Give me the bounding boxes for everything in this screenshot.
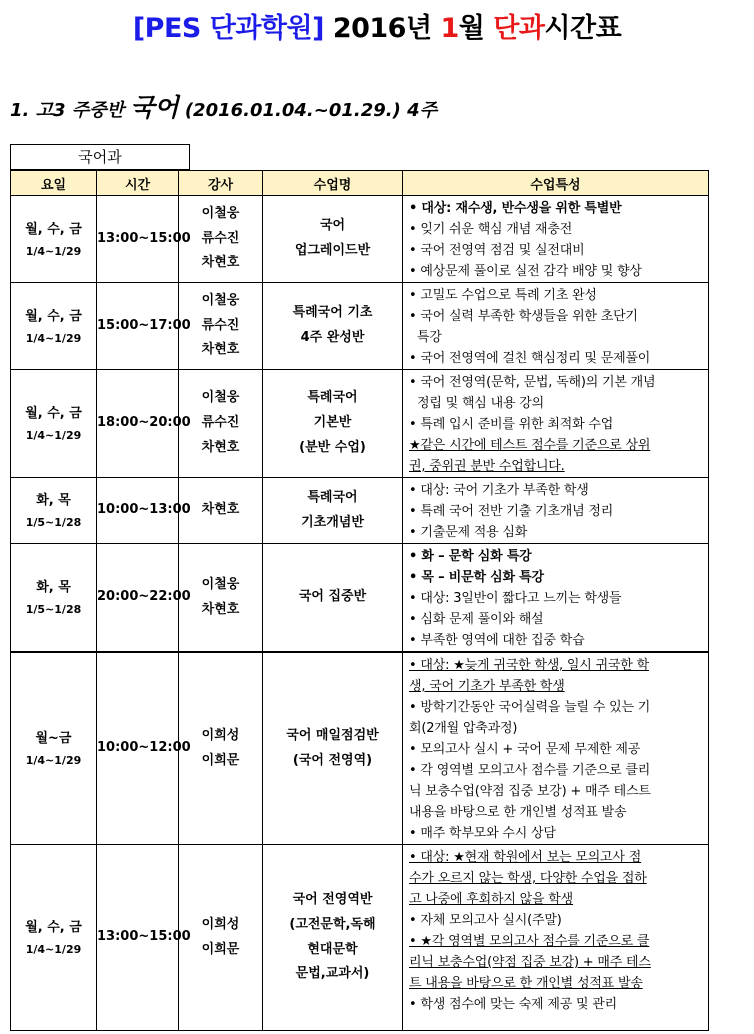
title-year: 2016년 [323,13,441,44]
title-month-label: 월 [458,13,494,44]
feature-line: • 부족한 영역에 대한 집중 학습 [409,633,585,648]
feature-line: • 각 영역별 모의고사 점수를 기준으로 클리 [409,763,651,778]
course-line: 현대문학 [307,941,358,957]
features-cell [403,370,709,478]
features-cell [403,544,709,652]
feature-line: • 모의고사 실시 + 국어 문제 무제한 제공 [409,742,641,757]
subtitle-period: (2016.01.04.~01.29.) 4주 [178,100,438,121]
course-cell [263,653,403,845]
feature-line: • 잊기 쉬운 핵심 개념 재충전 [409,222,573,237]
day-cell [11,196,97,283]
day-cell [11,845,97,1031]
header-teacher: 강사 [179,171,263,196]
feature-line: 리닉 보충수업(약점 집중 보강) + 매주 테스 [409,955,651,970]
date-range: 1/4~1/29 [25,943,82,957]
teacher-name: 차현호 [201,255,240,271]
header-time: 시간 [97,171,179,196]
course-line: 기본반 [313,415,352,431]
header-features: 수업특성 [403,171,709,196]
teacher-name: 이철웅 [201,292,240,308]
course-cell [263,544,403,652]
feature-line: • 대상: 3일반이 짧다고 느끼는 학생들 [409,591,622,606]
course-line: 국어 [319,218,346,234]
table-row [11,196,709,283]
day-text: 월, 수, 금 [25,221,82,237]
table-row [11,544,709,652]
table-header-row [11,171,709,196]
teacher-cell [179,196,263,283]
feature-line: • 매주 학부모와 수시 상담 [409,826,556,841]
features-cell [403,653,709,845]
feature-line: • 국어 전영역(문학, 문법, 독해)의 기본 개념 [409,375,656,390]
feature-line: 수가 오르지 않는 학생, 다양한 수업을 접하 [409,871,647,886]
feature-line: • 특례 입시 준비를 위한 최적화 수업 [409,417,614,432]
table-row [11,370,709,478]
teacher-name: 류수진 [201,317,240,333]
date-range: 1/4~1/29 [25,429,82,443]
date-range: 1/4~1/29 [25,331,82,345]
day-cell [11,370,97,478]
feature-line: • 대상: ★늦게 귀국한 학생, 일시 귀국한 학 [409,658,649,673]
day-cell [11,653,97,845]
teacher-name: 차현호 [201,601,240,617]
feature-line: • 기출문제 적용 심화 [409,525,528,540]
course-cell [263,478,403,544]
teacher-name: 차현호 [201,342,240,358]
title-course-type: 단과 [493,13,545,44]
teacher-cell [179,845,263,1031]
course-line: (고전문학,독해 [289,916,376,932]
date-range: 1/5~1/28 [25,516,82,530]
course-line: 기초개념반 [301,514,364,530]
course-line: 4주 완성반 [300,330,365,345]
course-line: 국어 전영역반 [292,892,373,908]
teacher-cell [179,544,263,652]
time-cell: 15:00~17:00 [97,283,179,370]
feature-line: • 국어 전영역 점검 및 실전대비 [409,243,585,258]
date-range: 1/4~1/29 [25,244,82,258]
table-row [11,478,709,544]
time-cell: 10:00~12:00 [97,653,179,845]
feature-line: • 목 – 비문학 심화 특강 [409,570,544,585]
teacher-name: 류수진 [201,230,240,246]
time-cell: 20:00~22:00 [97,544,179,652]
table-row [11,845,709,1031]
day-text: 화, 목 [36,580,71,596]
feature-line: • 화 – 문학 심화 특강 [409,549,532,564]
feature-line: • 대상: ★현재 학원에서 보는 모의고사 점 [409,850,642,865]
time-cell: 18:00~20:00 [97,370,179,478]
feature-line: • 고밀도 수업으로 특례 기초 완성 [409,288,597,303]
feature-line: 트 내용을 바탕으로 한 개인별 성적표 발송 [409,976,643,991]
feature-line: 고 나중에 후회하지 않을 학생 [409,892,574,907]
time-cell: 13:00~15:00 [97,845,179,1031]
header-day: 요일 [11,171,97,196]
course-cell [263,283,403,370]
feature-line: • 대상: 재수생, 반수생을 위한 특별반 [409,201,622,216]
academy-name: [PES 단과학원] [132,13,324,44]
day-cell [11,283,97,370]
title-month-number: 1 [440,13,459,44]
teacher-name: 이희성 [201,727,240,743]
course-cell [263,845,403,1031]
course-line: 문법,교과서) [295,966,370,982]
feature-line: • 방학기간동안 국어실력을 늘릴 수 있는 기 [409,700,651,715]
day-cell [11,478,97,544]
teacher-cell [179,478,263,544]
feature-line: • 학생 점수에 맞는 숙제 제공 및 관리 [409,997,618,1012]
feature-line: 정립 및 핵심 내용 강의 [417,396,544,411]
feature-line: • 대상: 국어 기초가 부족한 학생 [409,483,589,498]
feature-line: • 심화 문제 풀이와 해설 [409,612,544,627]
teacher-name: 류수진 [201,415,240,431]
teacher-name: 이철웅 [201,205,240,221]
section-subtitle [10,88,437,124]
feature-line: 생, 국어 기초가 부족한 학생 [409,679,565,694]
feature-line: 닉 보충수업(약점 집중 보강) + 매주 테스트 [409,784,651,799]
teacher-name: 이희성 [201,916,240,932]
date-range: 1/4~1/29 [25,754,82,768]
teacher-name: 차현호 [201,502,240,518]
day-text: 월, 수, 금 [25,920,82,936]
title-timetable: 시간표 [544,13,622,44]
teacher-name: 이희문 [201,941,240,957]
timetable-main [10,170,709,652]
feature-line: 특강 [417,330,442,345]
course-line: 특례국어 [307,390,358,406]
feature-line: • 예상문제 풀이로 실전 감각 배양 및 향상 [409,264,642,279]
teacher-cell [179,370,263,478]
table-row [11,283,709,370]
department-label: 국어과 [10,144,190,170]
feature-line: • 자체 모의고사 실시(주말) [409,913,562,928]
features-cell [403,845,709,1031]
feature-line: 회(2개월 압축과정) [409,721,518,736]
feature-line: 권, 중위권 분반 수업합니다. [409,459,565,474]
course-cell [263,370,403,478]
features-cell [403,196,709,283]
feature-line: ★같은 시간에 테스트 점수를 기준으로 상위 [409,438,651,453]
day-text: 화, 목 [36,493,71,509]
course-line: 특례국어 기초 [292,305,373,321]
time-cell: 10:00~13:00 [97,478,179,544]
subtitle-subject: 국어 [130,93,179,122]
teacher-name: 차현호 [201,439,240,455]
feature-line: • 특례 국어 전반 기출 기초개념 정리 [409,504,614,519]
day-cell [11,544,97,652]
teacher-name: 이철웅 [201,576,240,592]
subtitle-prefix: 1. 고3 주중반 [10,100,131,121]
feature-line: • 국어 전영역에 걸친 핵심정리 및 문제풀이 [409,351,651,366]
page-title [0,6,754,45]
timetable-secondary [10,652,709,1031]
table-row [11,653,709,845]
course-cell [263,196,403,283]
teacher-cell [179,283,263,370]
feature-line: • 국어 실력 부족한 학생들을 위한 초단기 [409,309,638,324]
date-range: 1/5~1/28 [25,603,82,617]
features-cell [403,283,709,370]
course-line: 국어 매일점검반 [286,727,379,743]
teacher-name: 이희문 [201,752,240,768]
course-line: 업그레이드반 [294,243,371,258]
teacher-name: 이철웅 [201,390,240,406]
course-line: (국어 전영역) [292,752,373,768]
day-text: 월, 수, 금 [25,406,82,422]
course-line: (분반 수업) [299,439,366,455]
day-text: 월, 수, 금 [25,308,82,324]
teacher-cell [179,653,263,845]
features-cell [403,478,709,544]
feature-line: • ★각 영역별 모의고사 점수를 기준으로 클 [409,934,650,949]
course-line: 국어 집중반 [298,589,367,605]
feature-line: 내용을 바탕으로 한 개인별 성적표 발송 [409,805,627,820]
header-course: 수업명 [263,171,403,196]
time-cell: 13:00~15:00 [97,196,179,283]
course-line: 특례국어 [307,489,358,505]
day-text: 월~금 [35,731,72,747]
